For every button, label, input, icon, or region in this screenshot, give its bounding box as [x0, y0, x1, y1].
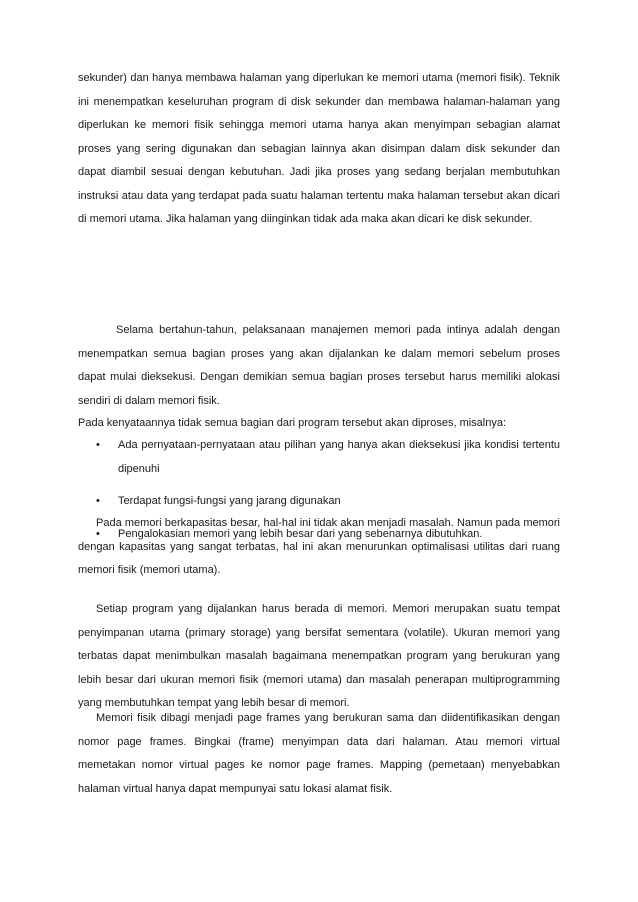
bullet-icon: • — [96, 495, 100, 507]
paragraph-2: Selama bertahun-tahun, pelaksanaan manajemen memori pada intinya adalah dengan menempatkan semua bagian proses yang akan dijalankan ke dalam memori sebelum proses dapat mulai dieksekusi. Dengan demikian semua bagian proses tersebut harus memiliki alokasi sendiri di dalam memori fisik. — [78, 324, 560, 407]
paragraph-6: Memori fisik dibagi menjadi page frames yang berukuran sama dan diidentifikasikan dengan nomor page frames. Bingkai (frame) menyimpan data dari halaman. Atau memori virtual memetakan nomor virtual pages ke nomor page frames. Mapping (pemetaan) menyebabkan halaman virtual hanya dapat mempunyai satu lokasi alamat fisik. — [78, 712, 560, 795]
bullet-icon: • — [96, 439, 100, 451]
paragraph-1: sekunder) dan hanya membawa halaman yang diperlukan ke memori utama (memori fisik). Teknik ini menempatkan keseluruhan program di disk sekunder dan membawa halaman-halaman yang diperlukan ke memori fisik sehingga memori utama hanya akan menyimpan sebagian alamat proses yang sering digunakan dan sebagian lainnya akan disimpan dalam disk sekunder dan dapat diambil sesuai dengan kebutuhan. Jadi jika proses yang sedang berjalan membutuhkan instruksi atau data yang terdapat pada suatu halaman tertentu maka halaman tersebut akan dicari di memori utama. Jika halaman yang diinginkan tidak ada maka akan dicari ke disk sekunder. — [78, 72, 560, 225]
bullet-icon: • — [96, 527, 100, 540]
paragraph-4: Pada memori berkapasitas besar, hal-hal ini tidak akan menjadi masalah. Namun pada memori dengan kapasitas yang sangat terbatas, hal ini akan menurunkan optimalisasi utilitas dari ruang memori fisik (memori utama). — [78, 517, 560, 576]
list-item — [96, 434, 560, 481]
list-item-text: Terdapat fungsi-fungsi yang jarang digunakan — [118, 495, 341, 507]
list-item — [96, 490, 560, 514]
paragraph-3: Pada kenyataannya tidak semua bagian dari program tersebut akan diproses, misalnya: — [78, 417, 507, 429]
paragraph-5: Setiap program yang dijalankan harus berada di memori. Memori merupakan suatu tempat penyimpanan utama (primary storage) yang bersifat sementara (volatile). Ukuran memori yang terbatas dapat menimbulkan masalah bagaimana menempatkan program yang berukuran yang lebih besar dari ukuran memori fisik (memori utama) dan masalah penerapan multiprogramming yang membutuhkan tempat yang lebih besar di memori. — [78, 603, 560, 709]
list-item-text: Pengalokasian memori yang lebih besar dari yang sebenarnya dibutuhkan. — [118, 527, 483, 540]
list-item-text: Ada pernyataan-pernyataan atau pilihan yang hanya akan dieksekusi jika kondisi tertentu dipenuhi — [118, 439, 560, 475]
